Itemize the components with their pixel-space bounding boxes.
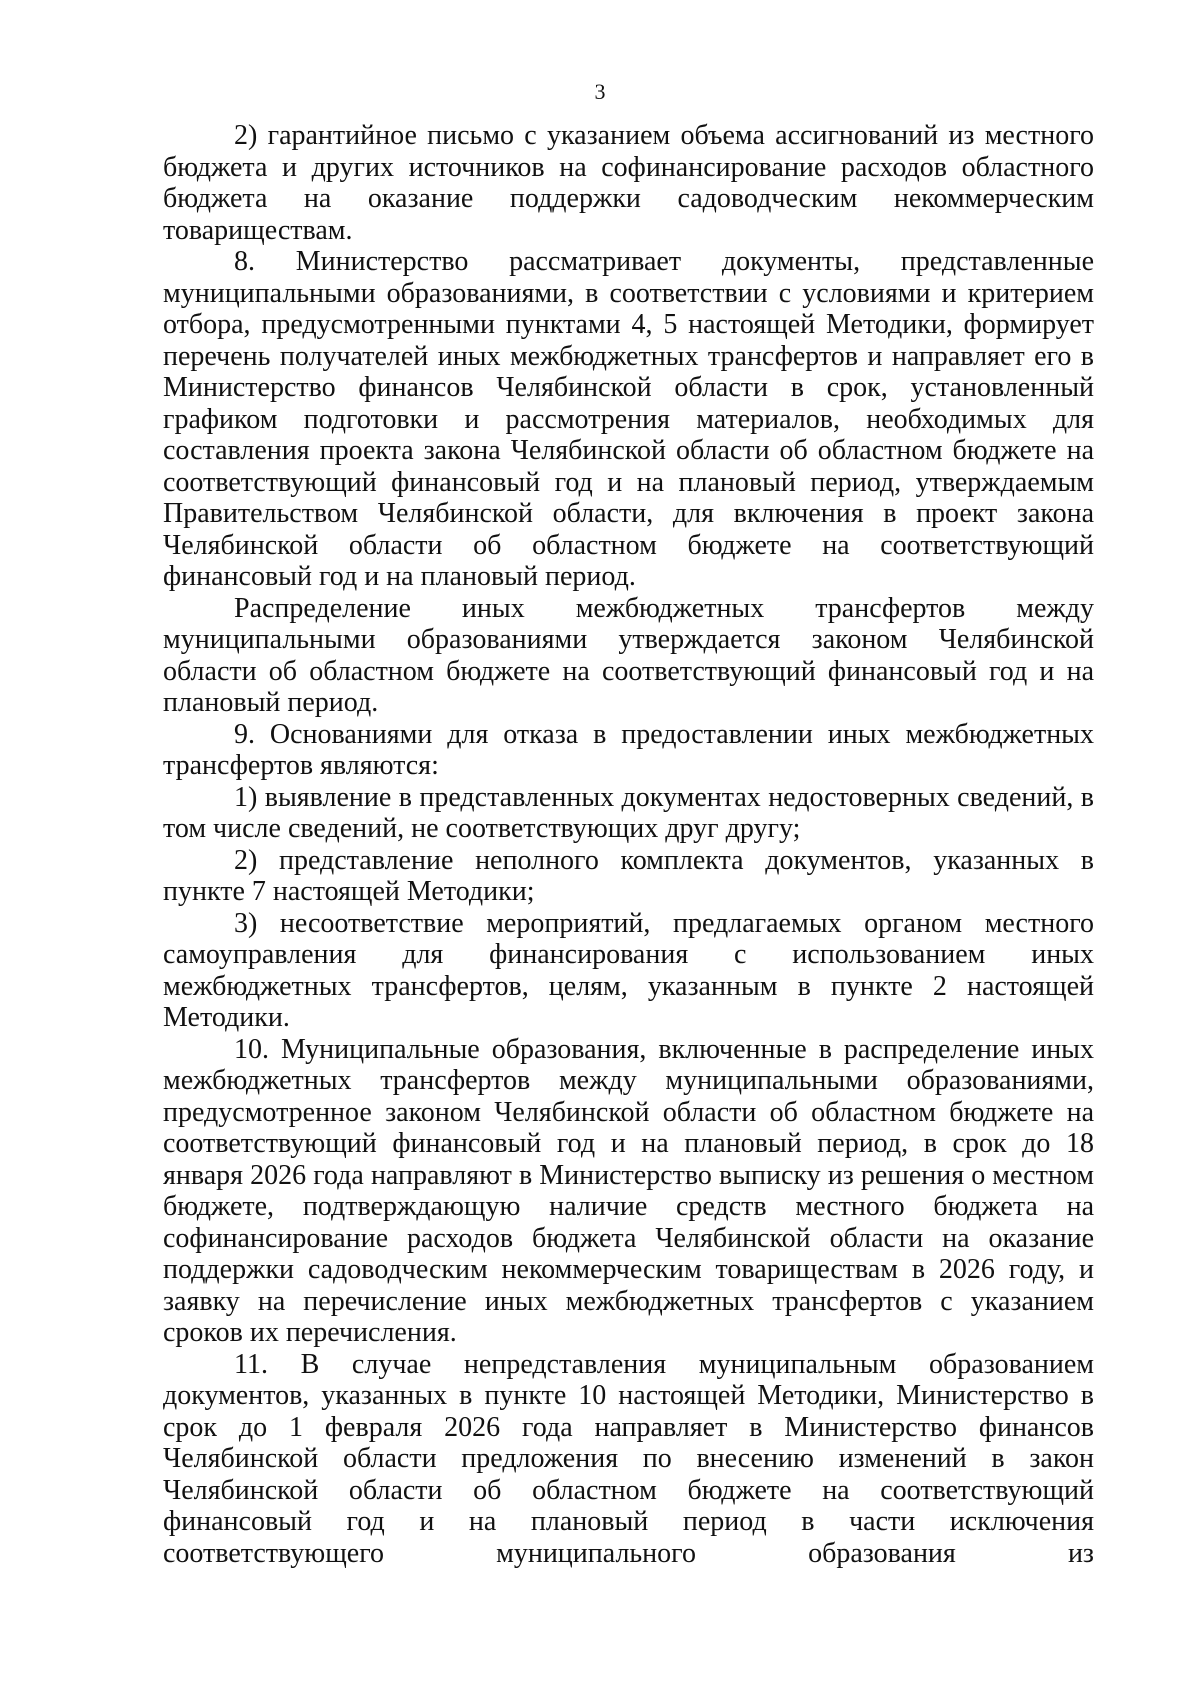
paragraph: 10. Муниципальные образования, включенные в распределение иных межбюджетных трансфертов между муниципальными образованиями, предусмотренное законом Челябинской области об областном бюджете на соответствующий финансовый год и на плановый период, в срок до 18 января 2026 года направляют в Министерство выписку из решения о местном бюджете, подтверждающую наличие средств местного бюджета на софинансирование расходов бюджета Челябинской области на оказание поддержки садоводческим некоммерческим товариществам в 2026 году, и заявку на перечисление иных межбюджетных трансфертов с указанием сроков их перечисления. [163,1033,1094,1348]
paragraph: 3) несоответствие мероприятий, предлагаемых органом местного самоуправления для финансирования с использованием иных межбюджетных трансфертов, целям, указанным в пункте 2 настоящей Методики. [163,907,1094,1033]
paragraph: 8. Министерство рассматривает документы, представленные муниципальными образованиями, в соответствии с условиями и критерием отбора, предусмотренными пунктами 4, 5 настоящей Методики, формирует перечень получателей иных межбюджетных трансфертов и направляет его в Министерство финансов Челябинской области в срок, установленный графиком подготовки и рассмотрения материалов, необходимых для составления проекта закона Челябинской области об областном бюджете на соответствующий финансовый год и на плановый период, утверждаемым Правительством Челябинской области, для включения в проект закона Челябинской области об областном бюджете на соответствующий финансовый год и на плановый период. [163,246,1094,592]
paragraph: 9. Основаниями для отказа в предоставлении иных межбюджетных трансфертов являются: [163,718,1094,781]
paragraph: Распределение иных межбюджетных трансфертов между муниципальными образованиями утверждается законом Челябинской области об областном бюджете на соответствующий финансовый год и на плановый период. [163,592,1094,718]
paragraph: 2) представление неполного комплекта документов, указанных в пункте 7 настоящей Методики; [163,844,1094,907]
document-body [163,120,1094,1569]
paragraph: 1) выявление в представленных документах недостоверных сведений, в том числе сведений, не соответствующих друг другу; [163,781,1094,844]
page-number: 3 [594,79,606,104]
paragraph: 2) гарантийное письмо с указанием объема ассигнований из местного бюджета и других источников на софинансирование расходов областного бюджета на оказание поддержки садоводческим некоммерческим товариществам. [163,120,1094,246]
paragraph: 11. В случае непредставления муниципальным образованием документов, указанных в пункте 10 настоящей Методики, Министерство в срок до 1 февраля 2026 года направляет в Министерство финансов Челябинской области предложения по внесению изменений в закон Челябинской области об областном бюджете на соответствующий финансовый год и на плановый период в части исключения соответствующего муниципального образования из [163,1348,1094,1569]
